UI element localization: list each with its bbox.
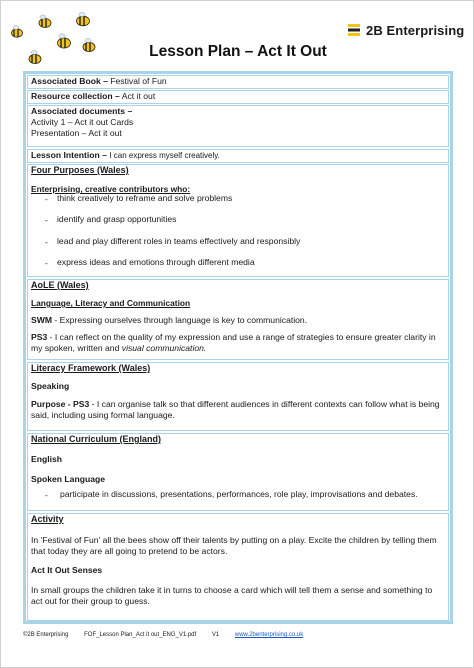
literacy-subheading: Speaking xyxy=(31,381,70,391)
associated-documents-row xyxy=(27,105,449,147)
footer-filename: FOF_Lesson Plan_Act it out_ENG_V1.pdf xyxy=(84,632,197,638)
footer-version: V1 xyxy=(211,632,220,638)
aole-ps3-line xyxy=(31,332,445,354)
purpose-item: think creatively to reframe and solve problems xyxy=(57,193,233,203)
footer-copyright: ©2B Enterprising xyxy=(23,632,69,638)
page-title: Lesson Plan – Act It Out xyxy=(149,43,327,60)
brand-logo xyxy=(346,19,464,41)
national-curriculum-section xyxy=(27,433,449,511)
aole-ps3-text: - I can reflect on the quality of my expression and use a range of strategies to ensure greater clarity in my spoken, written and xyxy=(31,332,436,353)
aole-swm-line xyxy=(31,315,445,326)
associated-book-label: Associated Book – xyxy=(31,76,108,86)
aole-section xyxy=(27,279,449,360)
bee-logo-icon xyxy=(346,21,364,39)
purpose-item: express ideas and emotions through different media xyxy=(57,257,255,267)
curriculum-item: participate in discussions, presentations, performances, role play, improvisations and debates. xyxy=(60,489,418,499)
aole-swm-code: SWM xyxy=(31,315,53,325)
literacy-framework-section xyxy=(27,362,449,431)
lesson-intention-row xyxy=(27,149,449,163)
bullet-dash: - xyxy=(45,215,48,225)
lesson-intention-label: Lesson Intention – xyxy=(31,150,107,160)
page-footer xyxy=(23,632,317,638)
four-purposes-subheading: Enterprising, creative contributors who: xyxy=(31,184,191,194)
footer-website-link[interactable]: www.2benterprising.co.uk xyxy=(234,632,304,638)
bullet-dash: - xyxy=(45,237,48,247)
national-curriculum-subheading: Spoken Language xyxy=(31,474,106,484)
resource-collection-label: Resource collection – xyxy=(31,91,120,101)
purpose-item: lead and play different roles in teams effectively and responsibly xyxy=(57,236,301,246)
activity-subheading: Act It Out Senses xyxy=(31,565,103,575)
aole-heading: AoLE (Wales) xyxy=(31,280,89,290)
literacy-purpose-line xyxy=(31,399,445,421)
document-item: Activity 1 – Act it out Cards xyxy=(31,117,134,127)
literacy-purpose-code: Purpose - PS3 xyxy=(31,399,90,409)
bee-icon xyxy=(39,15,51,28)
four-purposes-heading: Four Purposes (Wales) xyxy=(31,165,129,175)
lesson-intention-value: I can express myself creatively. xyxy=(109,151,220,160)
bee-icon xyxy=(12,26,23,38)
bullet-dash: - xyxy=(45,490,48,500)
activity-intro: In 'Festival of Fun' all the bees show off their talents by putting on a play. Excite the children by telling them that today they are all going to pretend to be actors. xyxy=(31,535,437,556)
brand-name: 2B Enterprising xyxy=(366,22,465,38)
bullet-dash: - xyxy=(45,194,48,204)
bee-icon xyxy=(77,12,90,25)
resource-collection-value: Act it out xyxy=(121,91,156,101)
associated-book-value: Festival of Fun xyxy=(110,76,167,86)
activity-section xyxy=(27,513,449,621)
literacy-heading: Literacy Framework (Wales) xyxy=(31,363,151,373)
aole-subheading: Language, Literacy and Communication xyxy=(31,298,191,308)
aole-swm-text: - Expressing ourselves through language is key to communication. xyxy=(54,315,308,325)
associated-book-row xyxy=(27,75,449,89)
national-curriculum-heading: National Curriculum (England) xyxy=(31,434,162,444)
activity-description: In small groups the children take it in turns to choose a card which will tell them a sense and something to act out for their group to guess. xyxy=(31,585,433,606)
literacy-purpose-text: - I can organise talk so that different audiences in different contexts can follow what is being said, including using formal language. xyxy=(31,399,440,420)
associated-documents-label: Associated documents – xyxy=(31,106,133,116)
activity-heading: Activity xyxy=(31,514,64,524)
bullet-dash: - xyxy=(45,258,48,268)
resource-collection-row xyxy=(27,90,449,104)
national-curriculum-subject: English xyxy=(31,454,63,464)
purpose-item: identify and grasp opportunities xyxy=(57,214,177,224)
document-item: Presentation – Act it out xyxy=(31,128,122,138)
aole-ps3-code: PS3 xyxy=(31,332,48,342)
aole-ps3-italic: visual communication. xyxy=(121,343,207,353)
